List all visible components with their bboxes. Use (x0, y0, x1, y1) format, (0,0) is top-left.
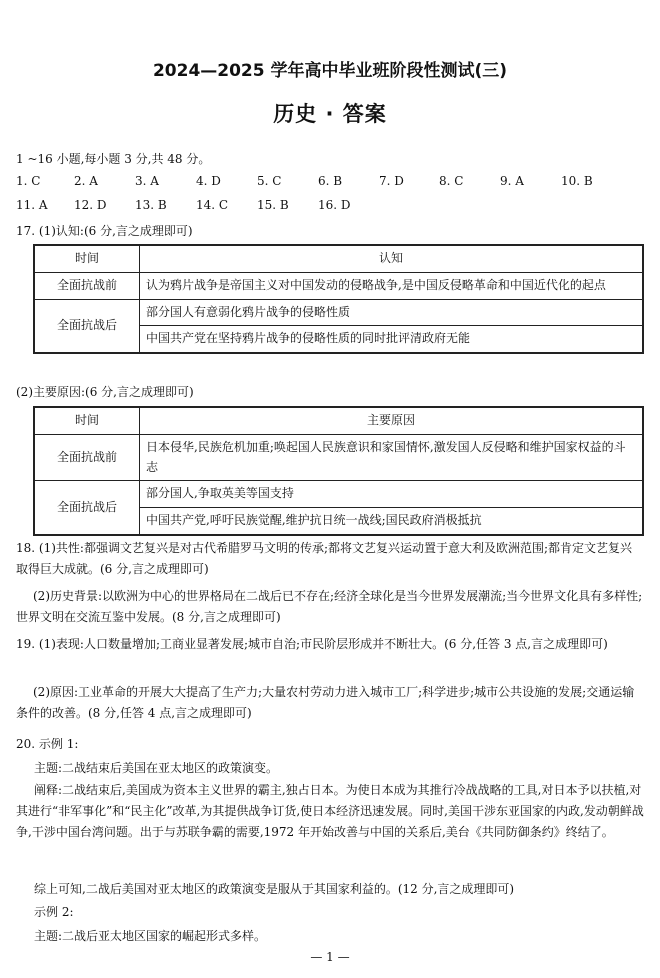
document-subtitle: 历史 · 答案 (273, 102, 387, 126)
table-header-period: 时间 (34, 407, 140, 434)
mc-answer: 15. B (257, 198, 289, 212)
table-row (34, 299, 643, 326)
mc-answer: 5. C (257, 174, 282, 188)
q19-part1: 19. (1)表现:人口数量增加;工商业显著发展;城市自治;市民阶层形成并不断壮大。(6 分,任答 3 点,言之成理即可) (16, 637, 608, 651)
mc-answer: 6. B (318, 174, 343, 188)
mc-answer: 16. D (318, 198, 351, 212)
table-header-content: 认知 (140, 245, 644, 272)
table-cell-content: 中国共产党,呼吁民族觉醒,维护抗日统一战线;国民政府消极抵抗 (140, 508, 644, 535)
q20-explanation: 阐释:二战结束后,美国成为资本主义世界的霸主,独占日本。为使日本成为其推行冷战战略的工具,对日本予以扶植,对其进行“非军事化”和“民主化”改革,为其提供战争订货,使日本经济迅速发展。同时,美国干涉东亚国家的内政,发动朝鲜战争,干涉中国台湾问题。出于与苏联争霸的需要,1972 年开始改善与中国的关系后,美台《共同防御条约》终结了。 (16, 783, 644, 839)
mc-answer: 3. A (135, 174, 159, 188)
table-header-row (34, 407, 643, 434)
mc-answer: 10. B (561, 174, 593, 188)
table-cell-period: 全面抗战后 (34, 481, 140, 535)
table-cell-period: 全面抗战后 (34, 299, 140, 353)
q17-cognition-table (33, 244, 644, 354)
document-title: 2024—2025 学年高中毕业班阶段性测试(三) (152, 61, 508, 81)
q17-reasons-table (33, 406, 644, 536)
mc-answers-row-1 (16, 174, 636, 190)
q19-part2: (2)原因:工业革命的开展大大提高了生产力;大量农村劳动力进入城市工厂;科学进步;城市公共设施的发展;交通运输条件的改善。(8 分,任答 4 点,言之成理即可) (16, 685, 635, 720)
q18-part2: (2)历史背景:以欧洲为中心的世界格局在二战后已不存在;经济全球化是当今世界发展潮流;当今世界文化具有多样性;世界文明在交流互鉴中发展。(8 分,言之成理即可) (16, 589, 643, 624)
table-cell-content: 日本侵华,民族危机加重;唤起国人民族意识和家国情怀,激发国人反侵略和维护国家权益的斗志 (140, 434, 644, 481)
table-row (34, 481, 643, 508)
mc-answer: 9. A (500, 174, 524, 188)
mc-answer: 13. B (135, 198, 167, 212)
mc-answer: 4. D (196, 174, 221, 188)
mc-answer: 12. D (74, 198, 107, 212)
q20-theme1: 主题:二战结束后美国在亚太地区的政策演变。 (34, 761, 279, 775)
mc-answer: 7. D (379, 174, 404, 188)
table-cell-content: 部分国人,争取英美等国支持 (140, 481, 644, 508)
q17-part2-label: (2)主要原因:(6 分,言之成理即可) (16, 385, 194, 399)
table-cell-content: 部分国人有意弱化鸦片战争的侵略性质 (140, 299, 644, 326)
table-cell-period: 全面抗战前 (34, 272, 140, 299)
mc-answer: 2. A (74, 174, 98, 188)
mc-answer: 1. C (16, 174, 41, 188)
table-cell-period: 全面抗战前 (34, 434, 140, 481)
q20-theme2: 主题:二战后亚太地区国家的崛起形式多样。 (34, 929, 267, 943)
q17-part1-label: 17. (1)认知:(6 分,言之成理即可) (16, 224, 193, 238)
mc-intro: 1 ~16 小题,每小题 3 分,共 48 分。 (16, 152, 211, 166)
mc-answer: 14. C (196, 198, 229, 212)
q20-example1-label: 20. 示例 1: (16, 737, 79, 751)
page-number: — 1 — (310, 950, 350, 964)
table-header-content: 主要原因 (140, 407, 644, 434)
mc-answer: 8. C (439, 174, 464, 188)
table-header-row (34, 245, 643, 272)
mc-answer: 11. A (16, 198, 48, 212)
table-row (34, 272, 643, 299)
q20-example2-label: 示例 2: (34, 905, 74, 919)
q18-part1: 18. (1)共性:都强调文艺复兴是对古代希腊罗马文明的传承;都将文艺复兴运动置于意大利及欧洲范围;都肯定文艺复兴取得巨大成就。(6 分,言之成理即可) (16, 541, 633, 576)
q20-conclusion: 综上可知,二战后美国对亚太地区的政策演变是服从于其国家利益的。(12 分,言之成理即可) (34, 882, 515, 896)
table-row (34, 434, 643, 481)
mc-answers-row-2 (16, 198, 636, 214)
table-cell-content: 认为鸦片战争是帝国主义对中国发动的侵略战争,是中国反侵略革命和中国近代化的起点 (140, 272, 644, 299)
table-header-period: 时间 (34, 245, 140, 272)
table-cell-content: 中国共产党在坚持鸦片战争的侵略性质的同时批评清政府无能 (140, 326, 644, 353)
